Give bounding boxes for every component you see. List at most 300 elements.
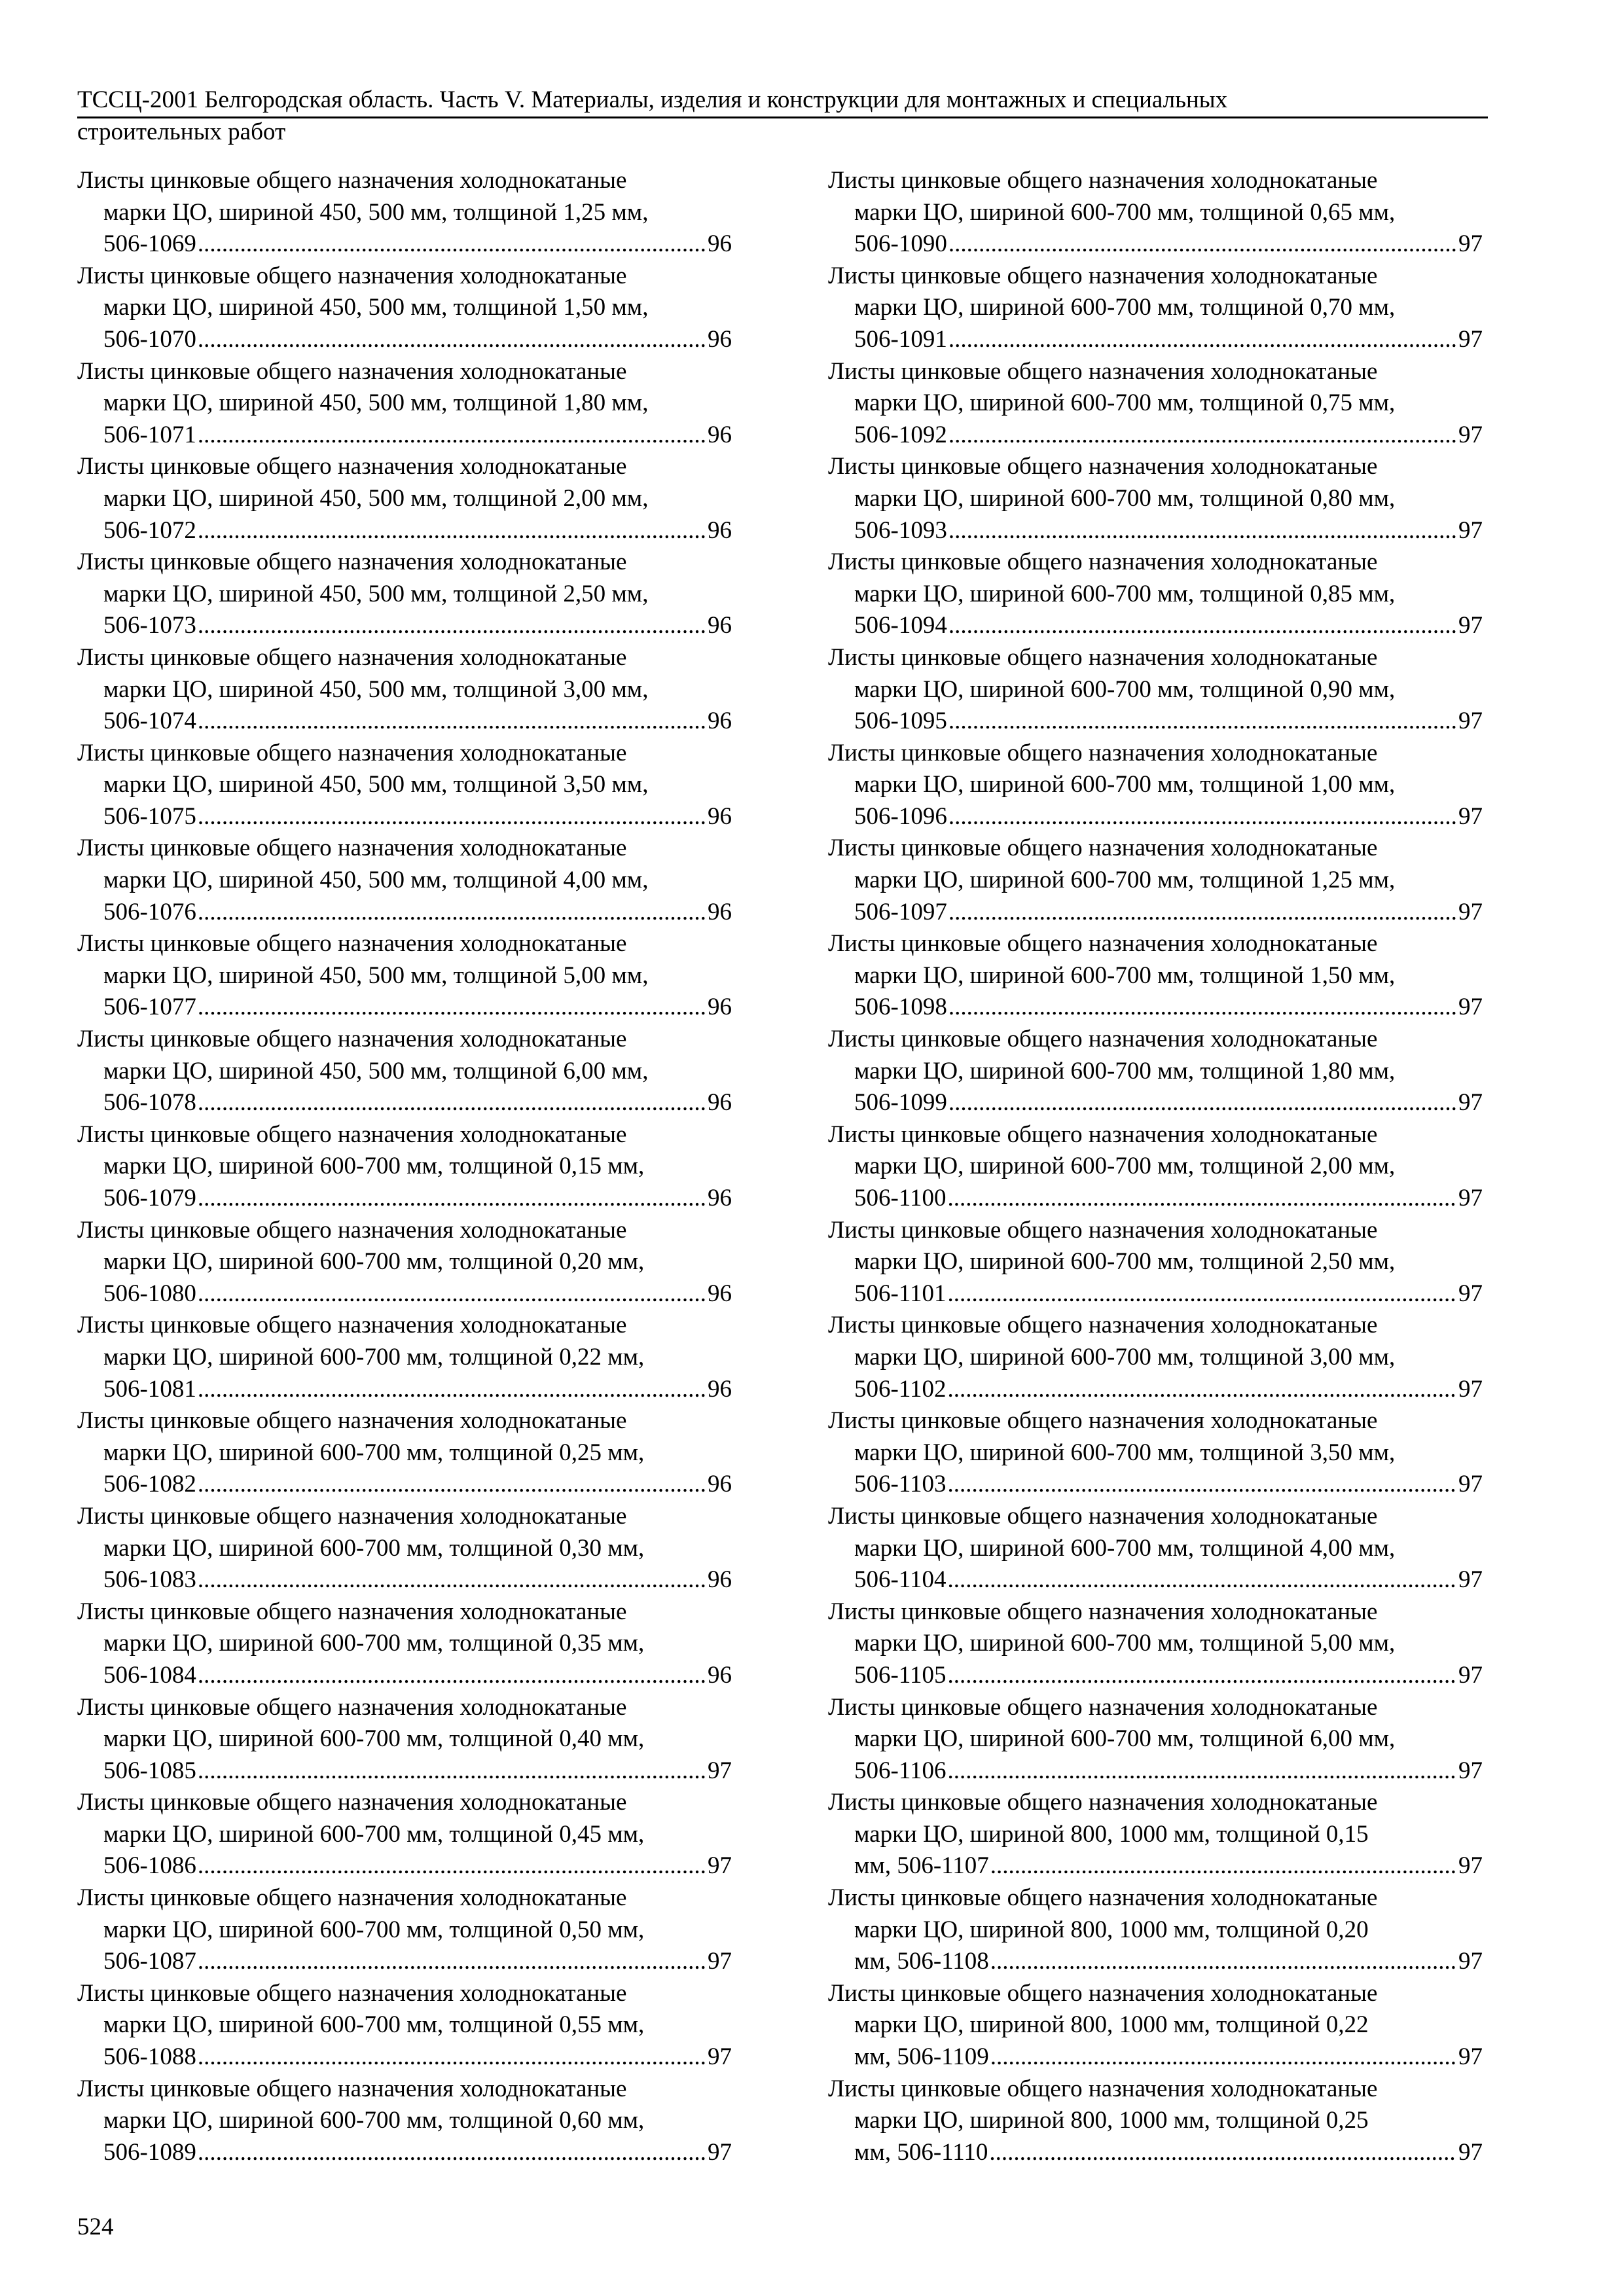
entry-code-line [77,1755,732,1787]
entry-code-line [77,515,732,547]
entry-spec: марки ЦО, шириной 600-700 мм, толщиной 0,20 мм, [103,1248,645,1276]
index-entry [828,1119,1483,1215]
entry-spec: марки ЦО, шириной 600-700 мм, толщиной 3,50 мм, [854,1439,1396,1466]
entry-code-line [828,2137,1483,2169]
entry-title: Листы цинковые общего назначения холоднокатаные [828,643,1378,671]
dot-leader [198,1374,706,1406]
entry-page-number: 96 [708,1280,732,1307]
entry-code-line [828,1850,1483,1882]
dot-leader [947,1469,1457,1501]
entry-spec: марки ЦО, шириной 800, 1000 мм, толщиной 0,22 [854,2011,1369,2039]
entry-title: Листы цинковые общего назначения холоднокатаные [828,834,1378,862]
entry-code-line [828,897,1483,929]
entry-code-line [77,1469,732,1501]
entry-code-line [77,610,732,642]
entry-code-line [77,2137,732,2169]
index-entry [77,260,732,356]
entry-page-number: 96 [708,325,732,353]
dot-leader [947,1278,1457,1310]
index-entry [77,738,732,833]
entry-title: Листы цинковые общего назначения холоднокатаные [77,357,627,385]
entry-title: Листы цинковые общего назначения холоднокатаные [828,1121,1378,1148]
entry-title: Листы цинковые общего назначения холоднокатаные [77,453,627,480]
entry-page-number: 97 [1458,994,1483,1021]
dot-leader [198,1564,706,1596]
entry-code: мм, 506-1107 [854,1852,989,1880]
entry-code-line [77,228,732,260]
index-entry [828,260,1483,356]
entry-title: Листы цинковые общего назначения холоднокатаные [77,1693,627,1721]
entry-page-number: 97 [1458,1852,1483,1880]
entry-code-line [828,610,1483,642]
dot-leader [198,228,706,260]
dot-leader [198,706,706,738]
index-column-left [77,165,732,2168]
entry-page-number: 97 [1458,421,1483,448]
dot-leader [947,1183,1457,1215]
index-entry [77,1692,732,1787]
dot-leader [948,801,1457,833]
entry-spec: марки ЦО, шириной 600-700 мм, толщиной 0,35 мм, [103,1630,645,1657]
entry-code: мм, 506-1110 [854,2138,988,2166]
entry-code-line [77,706,732,738]
index-entry [77,1596,732,1692]
entry-code: 506-1079 [103,1185,196,1211]
dot-leader [948,228,1457,260]
entry-title: Листы цинковые общего назначения холоднокатаные [77,739,627,766]
entry-page-number: 96 [708,612,732,639]
entry-page-number: 97 [1458,612,1483,639]
entry-spec: марки ЦО, шириной 450, 500 мм, толщиной 1,25 мм, [103,198,649,226]
entry-code: 506-1088 [103,2043,196,2071]
entry-title: Листы цинковые общего назначения холоднокатаные [828,1312,1378,1339]
dot-leader [198,1087,706,1119]
entry-spec: марки ЦО, шириной 450, 500 мм, толщиной 2,00 мм, [103,484,649,512]
entry-spec: марки ЦО, шириной 450, 500 мм, толщиной 3,00 мм, [103,675,649,703]
entry-spec: марки ЦО, шириной 800, 1000 мм, толщиной 0,15 [854,1820,1369,1848]
entry-page-number: 96 [708,994,732,1021]
entry-code-line [77,1850,732,1882]
index-entry [828,642,1483,738]
entry-code: 506-1082 [103,1471,196,1498]
entry-code-line [828,801,1483,833]
entry-code: 506-1085 [103,1757,196,1784]
running-header [77,86,1488,146]
index-column-right [828,165,1483,2168]
entry-page-number: 97 [1458,516,1483,544]
entry-spec: марки ЦО, шириной 600-700 мм, толщиной 0,70 мм, [854,294,1396,321]
index-entry [77,356,732,452]
entry-code: 506-1072 [103,516,196,544]
entry-title: Листы цинковые общего назначения холоднокатаные [77,1789,627,1816]
entry-spec: марки ЦО, шириной 600-700 мм, толщиной 0,90 мм, [854,675,1396,703]
entry-title: Листы цинковые общего назначения холоднокатаные [77,643,627,671]
index-entry [828,833,1483,928]
dot-leader [198,1278,706,1310]
entry-page-number: 96 [708,230,732,258]
index-entry [77,833,732,928]
index-entry [828,451,1483,547]
entry-spec: марки ЦО, шириной 600-700 мм, толщиной 0,15 мм, [103,1153,645,1180]
entry-page-number: 97 [1458,1757,1483,1784]
entry-title: Листы цинковые общего назначения холоднокатаные [828,548,1378,576]
entry-title: Листы цинковые общего назначения холоднокатаные [77,1979,627,2007]
entry-code-line [77,1278,732,1310]
entry-code: 506-1086 [103,1852,196,1880]
entry-title: Листы цинковые общего назначения холоднокатаные [828,1598,1378,1625]
dot-leader [198,515,706,547]
entry-code: 506-1091 [854,325,947,353]
entry-code-line [828,1660,1483,1692]
entry-page-number: 96 [708,1471,732,1498]
dot-leader [990,1946,1457,1978]
dot-leader [198,1660,706,1692]
entry-code: 506-1090 [854,230,947,258]
index-entry [77,1787,732,1882]
entry-page-number: 96 [708,1185,732,1211]
entry-spec: марки ЦО, шириной 600-700 мм, толщиной 2,50 мм, [854,1248,1396,1276]
entry-code: 506-1078 [103,1089,196,1117]
entry-page-number: 97 [708,1948,732,1975]
entry-code-line [77,1087,732,1119]
entry-code-line [828,1564,1483,1596]
entry-code: 506-1103 [854,1471,947,1498]
entry-code: 506-1094 [854,612,947,639]
entry-spec: марки ЦО, шириной 800, 1000 мм, толщиной 0,25 [854,2107,1369,2134]
index-entry [77,1310,732,1405]
index-entry [828,1310,1483,1405]
entry-page-number: 96 [708,802,732,830]
dot-leader [989,2137,1457,2169]
entry-code: 506-1095 [854,708,947,735]
entry-title: Листы цинковые общего назначения холоднокатаные [77,1502,627,1530]
entry-spec: марки ЦО, шириной 450, 500 мм, толщиной 2,50 мм, [103,580,649,607]
entry-page-number: 97 [1458,2043,1483,2071]
entry-spec: марки ЦО, шириной 450, 500 мм, толщиной 4,00 мм, [103,867,649,894]
entry-title: Листы цинковые общего назначения холоднокатаные [77,1598,627,1625]
entry-spec: марки ЦО, шириной 600-700 мм, толщиной 4,00 мм, [854,1534,1396,1562]
entry-spec: марки ЦО, шириной 600-700 мм, толщиной 0,60 мм, [103,2107,645,2134]
index-entry [828,1501,1483,1596]
entry-spec: марки ЦО, шириной 600-700 мм, толщиной 1,80 мм, [854,1057,1396,1085]
entry-code: 506-1099 [854,1089,947,1117]
entry-page-number: 97 [1458,1375,1483,1403]
entry-code-line [828,1087,1483,1119]
entry-spec: марки ЦО, шириной 600-700 мм, толщиной 6,00 мм, [854,1725,1396,1753]
entry-title: Листы цинковые общего назначения холоднокатаные [77,834,627,862]
entry-code: 506-1093 [854,516,947,544]
dot-leader [947,1660,1457,1692]
entry-code: 506-1080 [103,1280,196,1307]
dot-leader [198,420,706,452]
entry-code-line [77,897,732,929]
index-entry [828,928,1483,1024]
entry-code: 506-1092 [854,421,947,448]
entry-page-number: 97 [1458,1185,1483,1211]
entry-title: Листы цинковые общего назначения холоднокатаные [77,262,627,289]
dot-leader [948,515,1457,547]
index-entry [828,1215,1483,1310]
entry-code-line [828,1374,1483,1406]
index-entry [77,1978,732,2073]
entry-title: Листы цинковые общего назначения холоднокатаные [828,1884,1378,1912]
dot-leader [198,1755,706,1787]
index-entry [828,738,1483,833]
entry-title: Листы цинковые общего назначения холоднокатаные [828,1216,1378,1244]
entry-code-line [828,1469,1483,1501]
entry-spec: марки ЦО, шириной 450, 500 мм, толщиной 1,80 мм, [103,389,649,417]
entry-page-number: 96 [708,1089,732,1117]
entry-title: Листы цинковые общего назначения холоднокатаные [77,1121,627,1148]
dot-leader [198,1946,706,1978]
entry-page-number: 96 [708,421,732,448]
index-entry [828,1882,1483,1978]
entry-title: Листы цинковые общего назначения холоднокатаные [828,357,1378,385]
entry-spec: марки ЦО, шириной 450, 500 мм, толщиной 5,00 мм, [103,961,649,989]
entry-page-number: 97 [1458,1089,1483,1117]
entry-page-number: 97 [708,1852,732,1880]
entry-title: Листы цинковые общего назначения холоднокатаные [828,1502,1378,1530]
entry-page-number: 97 [1458,1948,1483,1975]
entry-page-number: 96 [708,898,732,925]
entry-title: Листы цинковые общего назначения холоднокатаные [828,167,1378,194]
entry-page-number: 97 [1458,1471,1483,1498]
entry-code-line [828,2041,1483,2073]
entry-title: Листы цинковые общего назначения холоднокатаные [77,2075,627,2102]
entry-code-line [77,801,732,833]
entry-page-number: 97 [708,2043,732,2071]
entry-spec: марки ЦО, шириной 600-700 мм, толщиной 3,00 мм, [854,1343,1396,1371]
entry-title: Листы цинковые общего назначения холоднокатаные [828,1693,1378,1721]
header-title-line2: строительных работ [77,118,286,145]
entry-code-line [77,992,732,1024]
entry-code-line [77,324,732,356]
index-entry [828,1024,1483,1119]
entry-spec: марки ЦО, шириной 600-700 мм, толщиной 0,50 мм, [103,1916,645,1943]
dot-leader [948,420,1457,452]
entry-page-number: 97 [1458,1280,1483,1307]
dot-leader [947,1755,1457,1787]
entry-title: Листы цинковые общего назначения холоднокатаные [77,930,627,958]
entry-page-number: 97 [1458,802,1483,830]
entry-page-number: 96 [708,516,732,544]
entry-spec: марки ЦО, шириной 600-700 мм, толщиной 0,22 мм, [103,1343,645,1371]
entry-page-number: 97 [708,1757,732,1784]
entry-title: Листы цинковые общего назначения холоднокатаные [77,548,627,576]
entry-code: 506-1100 [854,1185,947,1211]
entry-code: 506-1069 [103,230,196,258]
entry-code: 506-1074 [103,708,196,735]
entry-code-line [77,420,732,452]
page-number: 524 [77,2214,114,2240]
entry-title: Листы цинковые общего назначения холоднокатаные [828,930,1378,958]
entry-title: Листы цинковые общего назначения холоднокатаные [77,1216,627,1244]
entry-code-line [828,420,1483,452]
entry-title: Листы цинковые общего назначения холоднокатаные [77,167,627,194]
entry-spec: марки ЦО, шириной 600-700 мм, толщиной 0,80 мм, [854,484,1396,512]
index-entry [828,1596,1483,1692]
entry-code-line [77,1660,732,1692]
entry-page-number: 97 [1458,1661,1483,1689]
dot-leader [198,992,706,1024]
entry-spec: марки ЦО, шириной 800, 1000 мм, толщиной 0,20 [854,1916,1369,1943]
entry-spec: марки ЦО, шириной 600-700 мм, толщиной 0,55 мм, [103,2011,645,2039]
entry-page-number: 96 [708,1661,732,1689]
entry-title: Листы цинковые общего назначения холоднокатаные [828,2075,1378,2102]
entry-spec: марки ЦО, шириной 600-700 мм, толщиной 0,75 мм, [854,389,1396,417]
index-entry [77,1882,732,1978]
entry-code: мм, 506-1108 [854,1948,989,1975]
entry-spec: марки ЦО, шириной 600-700 мм, толщиной 0,40 мм, [103,1725,645,1753]
dot-leader [948,324,1457,356]
entry-spec: марки ЦО, шириной 600-700 мм, толщиной 1,50 мм, [854,961,1396,989]
entry-code: 506-1089 [103,2138,196,2166]
entry-code-line [77,1946,732,1978]
entry-code: мм, 506-1109 [854,2043,989,2071]
entry-code-line [828,1183,1483,1215]
entry-title: Листы цинковые общего назначения холоднокатаные [828,453,1378,480]
entry-code-line [828,706,1483,738]
dot-leader [198,2041,706,2073]
entry-title: Листы цинковые общего назначения холоднокатаные [77,1312,627,1339]
entry-code-line [828,1946,1483,1978]
dot-leader [948,706,1457,738]
index-entry [77,165,732,260]
header-title-line1: ТССЦ-2001 Белгородская область. Часть V. Материалы, изделия и конструкции для монтажных и специальных [77,86,1228,113]
entry-code: 506-1076 [103,898,196,925]
index-entry [828,356,1483,452]
entry-page-number: 96 [708,1375,732,1403]
index-entry [828,2073,1483,2169]
entry-spec: марки ЦО, шириной 600-700 мм, толщиной 1,00 мм, [854,771,1396,798]
entry-code-line [828,1755,1483,1787]
index-entry [828,1692,1483,1787]
entry-title: Листы цинковые общего назначения холоднокатаные [77,1884,627,1912]
index-entry [77,1024,732,1119]
entry-code: 506-1102 [854,1375,947,1403]
entry-code: 506-1073 [103,612,196,639]
entry-code: 506-1106 [854,1757,947,1784]
index-entry [77,451,732,547]
entry-code: 506-1098 [854,994,947,1021]
entry-code: 506-1101 [854,1280,947,1307]
entry-spec: марки ЦО, шириной 600-700 мм, толщиной 0,30 мм, [103,1534,645,1562]
entry-spec: марки ЦО, шириной 600-700 мм, толщиной 0,25 мм, [103,1439,645,1466]
entry-code-line [77,1374,732,1406]
dot-leader [198,1850,706,1882]
entry-title: Листы цинковые общего назначения холоднокатаные [77,1407,627,1435]
entry-title: Листы цинковые общего назначения холоднокатаные [77,1026,627,1053]
entry-code: 506-1075 [103,802,196,830]
entry-code-line [828,228,1483,260]
index-entry [828,1405,1483,1501]
entry-page-number: 97 [1458,1566,1483,1594]
entry-code-line [828,324,1483,356]
dot-leader [948,610,1457,642]
entry-code: 506-1084 [103,1661,196,1689]
entry-page-number: 96 [708,1566,732,1594]
entry-spec: марки ЦО, шириной 450, 500 мм, толщиной 6,00 мм, [103,1057,649,1085]
entry-title: Листы цинковые общего назначения холоднокатаные [828,262,1378,289]
entry-spec: марки ЦО, шириной 600-700 мм, толщиной 5,00 мм, [854,1630,1396,1657]
dot-leader [198,897,706,929]
index-entry [77,1215,732,1310]
index-entry [828,1978,1483,2073]
dot-leader [948,1087,1457,1119]
entry-page-number: 97 [1458,230,1483,258]
index-entry [828,547,1483,642]
index-entry [77,1119,732,1215]
dot-leader [948,897,1457,929]
entry-spec: марки ЦО, шириной 600-700 мм, толщиной 0,65 мм, [854,198,1396,226]
index-entry [77,1501,732,1596]
entry-page-number: 97 [1458,708,1483,735]
entry-code: 506-1077 [103,994,196,1021]
entry-page-number: 97 [1458,898,1483,925]
entry-code-line [828,992,1483,1024]
entry-code: 506-1070 [103,325,196,353]
entry-title: Листы цинковые общего назначения холоднокатаные [828,1789,1378,1816]
entry-code: 506-1097 [854,898,947,925]
entry-page-number: 96 [708,708,732,735]
index-entry [828,165,1483,260]
entry-code: 506-1105 [854,1661,947,1689]
entry-code: 506-1104 [854,1566,947,1594]
index-entry [77,2073,732,2169]
index-entry [828,1787,1483,1882]
entry-spec: марки ЦО, шириной 600-700 мм, толщиной 1,25 мм, [854,867,1396,894]
dot-leader [198,801,706,833]
entry-title: Листы цинковые общего назначения холоднокатаные [828,1407,1378,1435]
header-rule [77,117,1488,118]
entry-code-line [77,1183,732,1215]
dot-leader [947,1564,1457,1596]
entry-spec: марки ЦО, шириной 600-700 мм, толщиной 0,85 мм, [854,580,1396,607]
index-entry [77,1405,732,1501]
dot-leader [947,1374,1457,1406]
index-entry [77,928,732,1024]
dot-leader [198,324,706,356]
entry-page-number: 97 [1458,2138,1483,2166]
entry-code-line [828,515,1483,547]
dot-leader [990,2041,1457,2073]
entry-page-number: 97 [708,2138,732,2166]
dot-leader [198,610,706,642]
index-entry [77,547,732,642]
entry-code: 506-1096 [854,802,947,830]
entry-code-line [828,1278,1483,1310]
entry-code: 506-1087 [103,1948,196,1975]
dot-leader [198,2137,706,2169]
entry-spec: марки ЦО, шириной 450, 500 мм, толщиной 1,50 мм, [103,294,649,321]
entry-title: Листы цинковые общего назначения холоднокатаные [828,1979,1378,2007]
entry-spec: марки ЦО, шириной 450, 500 мм, толщиной 3,50 мм, [103,771,649,798]
dot-leader [948,992,1457,1024]
entry-code-line [77,1564,732,1596]
dot-leader [198,1469,706,1501]
entry-title: Листы цинковые общего назначения холоднокатаные [828,1026,1378,1053]
entry-code: 506-1071 [103,421,196,448]
entry-spec: марки ЦО, шириной 600-700 мм, толщиной 0,45 мм, [103,1820,645,1848]
entry-title: Листы цинковые общего назначения холоднокатаные [828,739,1378,766]
entry-page-number: 97 [1458,325,1483,353]
index-entry [77,642,732,738]
entry-code: 506-1083 [103,1566,196,1594]
dot-leader [198,1183,706,1215]
entry-code: 506-1081 [103,1375,196,1403]
dot-leader [990,1850,1457,1882]
entry-spec: марки ЦО, шириной 600-700 мм, толщиной 2,00 мм, [854,1153,1396,1180]
